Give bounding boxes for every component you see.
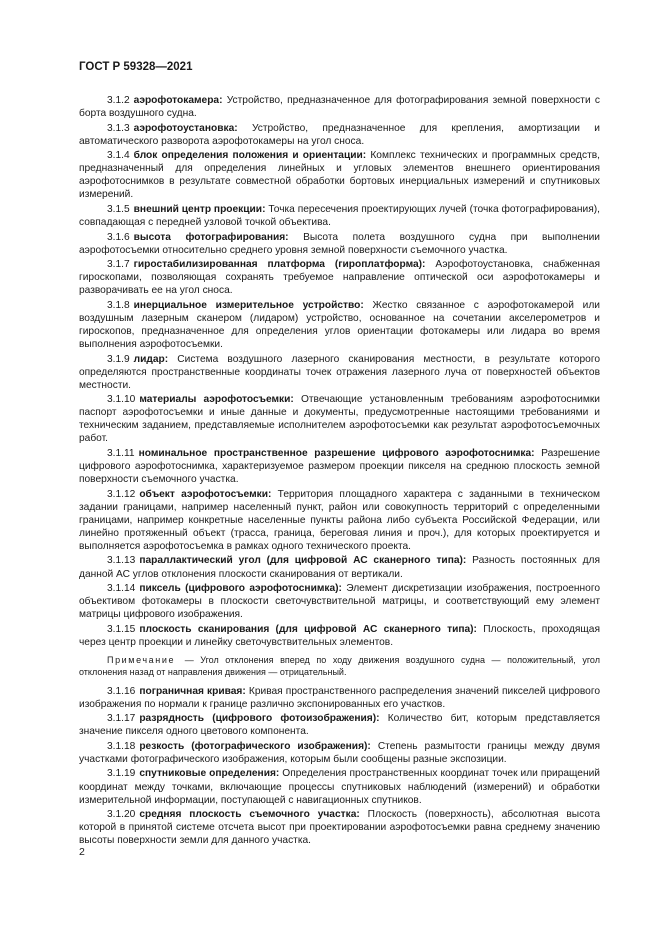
note-text: — Угол отклонения вперед по ходу движения воздушного судна — положительный, угол отклонения назад от направления движения — отрицательный.	[79, 654, 600, 678]
definition-number: 3.1.14	[107, 583, 136, 595]
definition-item	[79, 203, 600, 229]
definition-number: 3.1.19	[107, 768, 136, 780]
definition-term: параллактический угол (для цифровой АС сканерного типа):	[139, 555, 467, 567]
note	[79, 654, 600, 679]
definition-number: 3.1.9	[107, 353, 130, 365]
definition-item	[79, 353, 600, 392]
definition-term: блок определения положения и ориентации:	[133, 150, 367, 162]
definition-text: Элемент дискретизации изображения, построенного объективом фотокамеры в плоскости светочувствительной матрицы, и соответствующий ему элемент матрицы цифрового изображения.	[79, 583, 600, 621]
definition-term: внешний центр проекции:	[133, 203, 266, 215]
definition-item	[79, 685, 600, 711]
definitions-list-b	[79, 685, 600, 848]
page-number: 2	[79, 846, 85, 858]
definition-term: гиростабилизированная платформа (гироплатформа):	[133, 259, 426, 271]
definition-text: Устройство, предназначенное для крепления, амортизации и автоматического разворота аэрофотокамеры на угол сноса.	[79, 122, 600, 147]
definition-text: Разность постоянных для данной АС углов отклонения плоскости сканирования от вертикали.	[79, 555, 600, 580]
definition-item	[79, 554, 600, 580]
definition-item	[79, 740, 600, 766]
definition-item	[79, 122, 600, 148]
definition-number: 3.1.17	[107, 713, 136, 725]
definition-item	[79, 582, 600, 621]
definition-text: Аэрофотоустановка, снабженная гироскопами, позволяющая сохранять требуемое направление оптической оси аэрофотокамеры и разворачивать ее на угол сноса.	[79, 259, 600, 297]
definition-text: Плоскость, проходящая через центр проекции и линейку светочувствительных элементов.	[79, 623, 600, 648]
definition-number: 3.1.12	[107, 488, 136, 500]
definition-text: Точка пересечения проектирующих лучей (точка фотографирования), совпадающая с передней узловой точкой объектива.	[79, 203, 600, 229]
definition-text: Определения пространственных координат точек или приращений координат между точками, включающие процессы спутниковых наблюдений (измерений) и обработки измерительной информации, поступающей с навигационных спутников.	[79, 768, 600, 806]
definition-text: Комплекс технических и программных средств, предназначенный для определения линейных и угловых элементов внешнего ориентирования аэрофотоснимков в результате совместной обработки бортовых инерциальных измерений и спутниковых измерений.	[79, 150, 600, 201]
definition-term: пиксель (цифрового аэрофотоснимка):	[139, 583, 342, 595]
definition-term: пограничная кривая:	[139, 685, 246, 697]
definition-item	[79, 447, 600, 486]
definition-text: Отвечающие установленным требованиям аэрофотоснимки паспорт аэрофотосъемки и иные данные и документы, предусмотренные настоящими требованиями и техническим заданием, представляемые исполнителем аэрофотосъемки как результат аэрофотосъемочных работ.	[79, 394, 600, 445]
definition-term: средняя плоскость съемочного участка:	[139, 809, 360, 821]
definition-term: плоскость сканирования (для цифровой АС сканерного типа):	[139, 623, 477, 635]
definition-item	[79, 94, 600, 120]
definition-text: Высота полета воздушного судна при выполнении аэрофотосъемки относительно среднего уровня земной поверхности съемочного участка.	[79, 231, 600, 256]
definition-text: Степень размытости границы между двумя участками фотографического изображения, которым были сообщены разные экспозиции.	[79, 740, 600, 765]
definition-term: аэрофотокамера:	[133, 95, 223, 106]
definition-number: 3.1.15	[107, 623, 136, 635]
definition-number: 3.1.11	[107, 447, 135, 459]
document-header: ГОСТ Р 59328—2021	[79, 61, 193, 73]
definition-number: 3.1.3	[107, 122, 130, 134]
definition-text: Кривая пространственного распределения значений пикселей цифрового изображения по нормали к границе различно экспонированных его участков.	[79, 685, 600, 710]
definition-term: резкость (фотографического изображения):	[139, 740, 371, 752]
definition-item	[79, 767, 600, 806]
definition-term: высота фотографирования:	[133, 231, 289, 243]
definition-number: 3.1.5	[107, 203, 130, 215]
definition-number: 3.1.18	[107, 740, 136, 752]
definition-number: 3.1.8	[107, 299, 130, 311]
definition-text: Система воздушного лазерного сканирования местности, в результате которого определяются пространственные координаты точек отражения лазерного луча от поверхностей объектов местности.	[79, 353, 600, 391]
definition-number: 3.1.2	[107, 95, 130, 106]
definition-term: инерциальное измерительное устройство:	[133, 299, 364, 311]
definition-item	[79, 149, 600, 201]
definition-item	[79, 623, 600, 649]
document-body	[79, 94, 600, 849]
definition-term: разрядность (цифрового фотоизображения):	[139, 713, 380, 725]
definition-number: 3.1.10	[107, 394, 136, 406]
definition-text: Жестко связанное с аэрофотокамерой или воздушным лазерным сканером (лидаром) устройство, основанное на сочетании акселерометров и гироскопов, предназначенное для определения углов ориентации фотокамеры или лидара во время выполнения аэрофотосъемки.	[79, 299, 600, 351]
definition-text: Устройство, предназначенное для фотографирования земной поверхности с борта воздушного судна.	[79, 95, 600, 120]
definitions-list-a	[79, 94, 600, 649]
definition-text: Количество бит, которым представляется значение пикселя одного цветового компонента.	[79, 713, 600, 738]
definition-number: 3.1.7	[107, 259, 130, 271]
definition-term: спутниковые определения:	[139, 768, 280, 780]
definition-item	[79, 488, 600, 553]
definition-item	[79, 231, 600, 257]
definition-item	[79, 258, 600, 297]
definition-term: объект аэрофотосъемки:	[139, 488, 272, 500]
definition-number: 3.1.16	[107, 685, 136, 697]
note-label: Примечание	[107, 654, 176, 665]
definition-term: лидар:	[133, 353, 169, 365]
definition-item	[79, 393, 600, 445]
definition-text: Территория площадного характера с заданными в техническом задании границами, например населенный пункт, район или совокупность территорий с определенными границами, например конкретные населенные пункты района либо субъекта Российской Федерации, или линейно протяженный объект (трасса, граница, береговая линия и проч.), для которых проектируется и выполняется аэрофотосъемка в рамках одного технического проекта.	[79, 488, 600, 552]
definition-number: 3.1.20	[107, 809, 136, 821]
definition-term: номинальное пространственное разрешение цифрового аэрофотоснимка:	[138, 447, 535, 459]
definition-item	[79, 712, 600, 738]
definition-item	[79, 299, 600, 351]
definition-item	[79, 808, 600, 847]
definition-term: материалы аэрофотосъемки:	[139, 394, 294, 406]
definition-text: Разрешение цифрового аэрофотоснимка, характеризуемое размером проекции пикселя на среднюю плоскость земной поверхности съемочного участка.	[79, 447, 600, 486]
definition-text: Плоскость (поверхность), абсолютная высота которой в принятой системе отсчета высот при проектировании аэрофотосъемки равна среднему значению высоты поверхности земли для данного участка.	[79, 809, 600, 847]
definition-number: 3.1.6	[107, 231, 130, 243]
definition-number: 3.1.13	[107, 555, 136, 567]
definition-term: аэрофотоустановка:	[133, 122, 238, 134]
definition-number: 3.1.4	[107, 150, 130, 162]
